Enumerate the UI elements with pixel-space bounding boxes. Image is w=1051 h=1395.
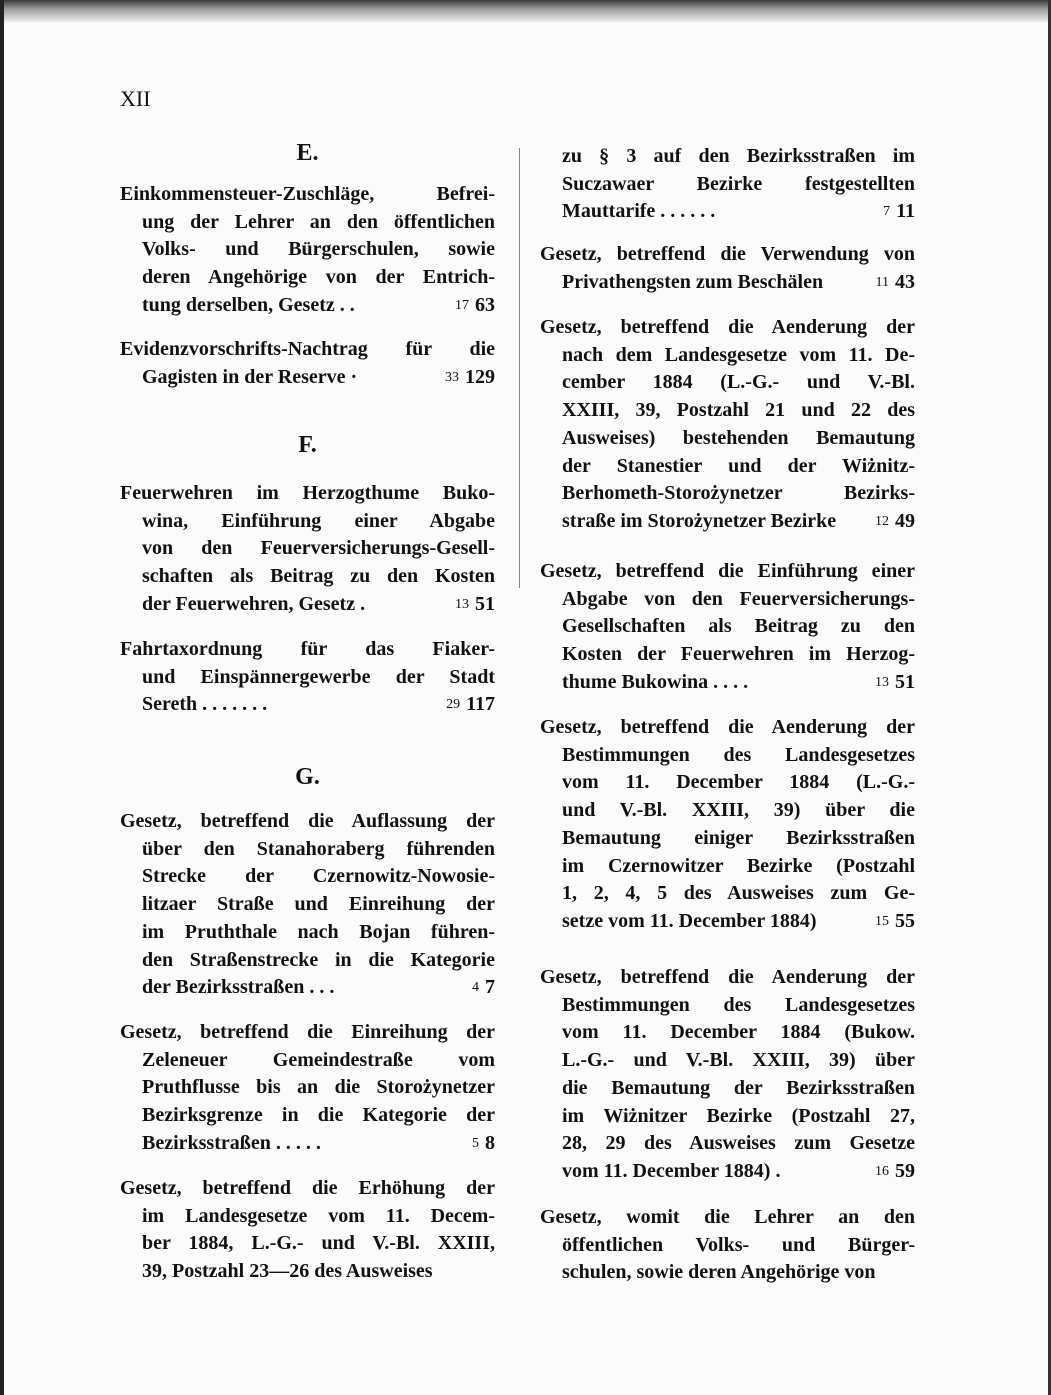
entry-line: Gesetz, womit die Lehrer an den [540, 1206, 915, 1228]
entry-line [540, 908, 915, 936]
index-entry [540, 714, 915, 936]
issue-number: 13 [875, 674, 889, 690]
entry-line: Gesetz, betreffend die Aenderung der [540, 966, 915, 988]
entry-line: von den Feuerversicherungs-Gesell- [142, 537, 495, 560]
entry-text: der Feuerwehren, Gesetz . [142, 592, 366, 615]
issue-number: 16 [875, 1163, 889, 1179]
entry-line: Strecke der Czernowitz-Nowosie- [142, 865, 495, 888]
issue-number: 7 [883, 204, 891, 220]
index-entry [120, 636, 495, 719]
entry-line: Bestimmungen des Landesgesetzes [562, 743, 915, 766]
index-entry [120, 1019, 495, 1158]
index-entry [120, 480, 495, 619]
entry-line: Bemautung einiger Bezirksstraßen [562, 826, 915, 849]
index-entry [540, 241, 915, 296]
entry-line: 39, Postzahl 23—26 des Ausweises [142, 1260, 433, 1283]
issue-number: 29 [446, 697, 461, 713]
entry-line: schulen, sowie deren Angehörige von [562, 1261, 876, 1284]
scan-top-edge [0, 0, 1051, 22]
entry-line [540, 198, 915, 226]
issue-number: 13 [455, 596, 469, 612]
entry-line: vom 11. December 1884 (Bukow. [562, 1021, 915, 1044]
page-reference: 8 [485, 1131, 495, 1154]
page-number: XII [120, 86, 151, 111]
entry-text: der Bezirksstraßen . . . [142, 976, 335, 999]
index-entry [540, 1204, 915, 1287]
entry-line: Gesetz, betreffend die Verwendung von [540, 243, 915, 265]
index-entry [120, 181, 495, 320]
entry-line: Feuerwehren im Herzogthume Buko- [120, 482, 495, 504]
entry-line: 28, 29 des Ausweises zum Gesetze [562, 1132, 915, 1155]
scan-left-edge [0, 0, 4, 1395]
section-letter-heading: F. [298, 432, 317, 458]
entry-line: Pruthflusse bis an die Storożynetzer [142, 1076, 495, 1099]
page-reference: 63 [475, 293, 495, 316]
entry-line: im Pruththale nach Bojan führen- [142, 920, 495, 943]
entry-line [540, 669, 915, 697]
entry-line [120, 1130, 495, 1158]
entry-line: Gesetz, betreffend die Aenderung der [540, 316, 915, 338]
entry-line: wina, Einführung einer Abgabe [142, 509, 495, 532]
entry-line [120, 691, 495, 719]
index-entry [120, 808, 495, 1002]
entry-line [540, 1158, 915, 1186]
entry-text: Privathengsten zum Beschälen [562, 270, 824, 293]
index-entry [120, 1175, 495, 1286]
index-entry [120, 336, 495, 391]
entry-line: und Einspännergewerbe der Stadt [142, 665, 495, 688]
section-letter-heading: G. [295, 764, 320, 790]
page-reference: 11 [896, 200, 915, 223]
entry-line: Einkommensteuer-Zuschläge, Befrei- [120, 183, 495, 205]
entry-line [120, 364, 495, 392]
page-reference: 43 [895, 270, 915, 293]
entry-line: Berhometh-Storożynetzer Bezirks- [562, 482, 915, 505]
page-reference: 51 [895, 670, 915, 693]
entry-line: deren Angehörige von der Entrich- [142, 266, 495, 289]
entry-line: cember 1884 (L.-G.- und V.-Bl. [562, 371, 915, 394]
index-entry [540, 558, 915, 697]
page-reference: 49 [895, 509, 915, 532]
entry-line: Gesetz, betreffend die Einreihung der [120, 1021, 495, 1043]
entry-line: Gesetz, betreffend die Auflassung der [120, 810, 495, 832]
entry-line: Volks- und Bürgerschulen, sowie [142, 238, 495, 261]
entry-line: XXIII, 39, Postzahl 21 und 22 des [562, 399, 915, 422]
page-reference: 117 [466, 693, 495, 716]
entry-line: Abgabe von den Feuerversicherungs- [562, 587, 915, 610]
entry-line: öffentlichen Volks- und Bürger- [562, 1233, 915, 1256]
entry-line [120, 974, 495, 1002]
issue-number: 4 [472, 980, 479, 996]
entry-line: ung der Lehrer an den öffentlichen [142, 210, 495, 233]
entry-line: Fahrtaxordnung für das Fiaker- [120, 638, 495, 660]
index-entry [540, 964, 915, 1186]
entry-line: vom 11. December 1884 (L.-G.- [562, 771, 915, 794]
entry-line: über den Stanahoraberg führenden [142, 837, 495, 860]
issue-number: 15 [875, 913, 889, 929]
entry-line: Gesetz, betreffend die Erhöhung der [120, 1177, 495, 1199]
entry-line: schaften als Beitrag zu den Kosten [142, 565, 495, 588]
entry-text: Sereth . . . . . . . [142, 693, 268, 716]
entry-line: im Wiżnitzer Bezirke (Postzahl 27, [562, 1104, 915, 1127]
index-entry [540, 143, 915, 226]
page-reference: 55 [895, 909, 915, 932]
section-letter-heading: E. [296, 140, 319, 166]
entry-line: der Stanestier und der Wiżnitz- [562, 454, 915, 477]
issue-number: 11 [875, 274, 889, 290]
entry-line: Evidenzvorschrifts-Nachtrag für die [120, 338, 495, 360]
page-reference: 7 [485, 976, 495, 999]
entry-line: 1, 2, 4, 5 des Ausweises zum Ge- [562, 882, 915, 905]
entry-text: Bezirksstraßen . . . . . [142, 1131, 321, 1154]
entry-line: die Bemautung der Bezirksstraßen [562, 1076, 915, 1099]
entry-line [540, 269, 915, 297]
entry-text: vom 11. December 1884) . [562, 1159, 781, 1182]
entry-text: tung derselben, Gesetz . . [142, 293, 355, 316]
entry-line: L.-G.- und V.-Bl. XXIII, 39) über [562, 1049, 915, 1072]
entry-text: straße im Storożynetzer Bezirke [562, 509, 837, 532]
entry-line: Suczawaer Bezirke festgestellten [562, 172, 915, 195]
page-reference: 51 [475, 592, 495, 615]
entry-line: und V.-Bl. XXIII, 39) über die [562, 799, 915, 822]
issue-number: 17 [455, 297, 469, 313]
entry-line: Bestimmungen des Landesgesetzes [562, 993, 915, 1016]
entry-line [120, 591, 495, 619]
entry-line [540, 508, 915, 536]
entry-line: nach dem Landesgesetze vom 11. De- [562, 343, 915, 366]
entry-line [120, 292, 495, 320]
entry-text: Mauttarife . . . . . . [562, 200, 716, 223]
entry-line: ber 1884, L.-G.- und V.-Bl. XXIII, [142, 1232, 495, 1255]
entry-line: zu § 3 auf den Bezirksstraßen im [562, 145, 915, 167]
index-entry [540, 314, 915, 536]
entry-text: setze vom 11. December 1884) [562, 909, 817, 932]
entry-line: im Czernowitzer Bezirke (Postzahl [562, 854, 915, 877]
page-reference: 59 [895, 1159, 915, 1182]
issue-number: 5 [472, 1135, 479, 1151]
issue-number: 33 [445, 369, 459, 385]
entry-text: Gagisten in der Reserve · [142, 365, 358, 388]
issue-number: 12 [875, 513, 889, 529]
entry-line: Bezirksgrenze in die Kategorie der [142, 1104, 495, 1127]
entry-line: den Straßenstrecke in die Kategorie [142, 948, 495, 971]
entry-line: Gesetz, betreffend die Einführung einer [540, 560, 915, 582]
entry-line: Ausweises) bestehenden Bemautung [562, 426, 915, 449]
entry-line: Gesellschaften als Beitrag zu den [562, 615, 915, 638]
entry-text: thume Bukowina . . . . [562, 670, 749, 693]
entry-line: Zeleneuer Gemeindestraße vom [142, 1048, 495, 1071]
entry-line: Kosten der Feuerwehren im Herzog- [562, 643, 915, 666]
column-divider [519, 148, 520, 588]
entry-line: Gesetz, betreffend die Aenderung der [540, 716, 915, 738]
page-reference: 129 [465, 365, 495, 388]
entry-line: litzaer Straße und Einreihung der [142, 893, 495, 916]
entry-line: im Landesgesetze vom 11. Decem- [142, 1204, 495, 1227]
